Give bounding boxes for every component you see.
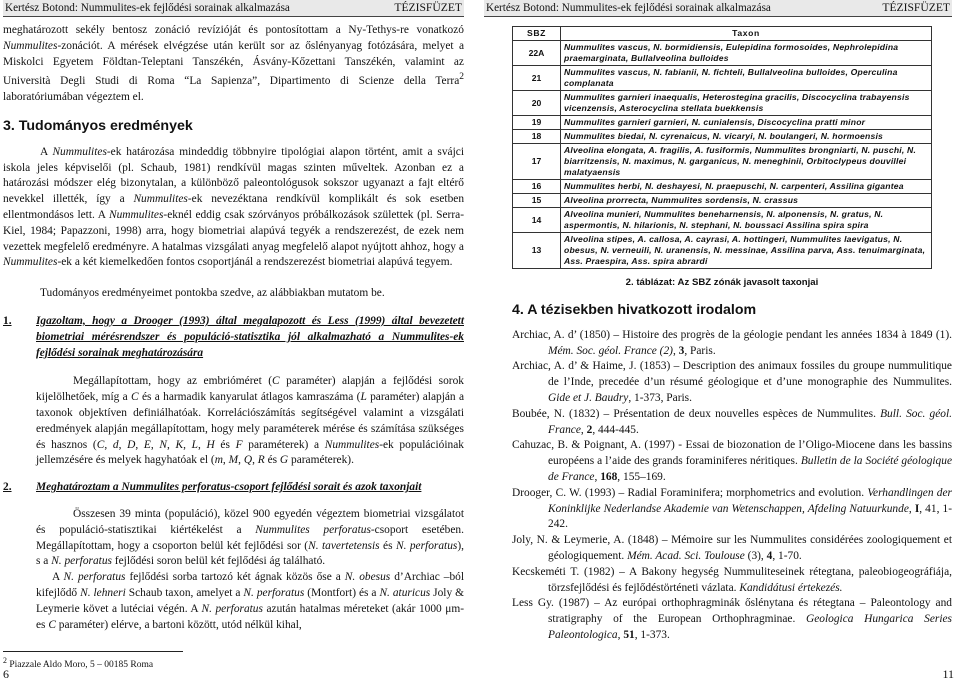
table-row [513, 208, 932, 233]
summary-sentence: Tudományos eredményeimet pontokba szedve, az alábbiakban mutatom be. [40, 287, 385, 300]
table-row [513, 194, 932, 208]
table-row [513, 116, 932, 130]
zone-cell: 13 [513, 233, 561, 269]
section-title-results: 3. Tudományos eredmények [3, 117, 193, 134]
taxa-cell: Nummulites vascus, N. fabianii, N. fichteli, Bullalveolina bulloides, Operculina complanata [561, 66, 932, 91]
results-paragraph: A Nummulites-ek határozása mindeddig többnyire tipológiai alapon történt, amit a svájci iskola jeles képviselői (pl. Schaub, 1981) rendkívül magas szinten műveltek. Azonban ez a határozási módszer elég bizonytalan, a különböző paleontológusok sokszor ugyanazt a fajt eltérő nevekkel illették, így a Nummulites-ek nevezéktana rendkívül komplikált és sok esetben ellentmondásos lett. A Nummulites-eknél eddig csak szórványos próbálkozások születtek (pl. Serra-Kiel, 1984; Papazzoni, 1998) arra, hogy biometriai alapúvá tegyék a rendszerezést, de ezek nem vezettek megfelelő eredményre. A hatalmas vizsgálati anyag megfelelő alapot nyújtott ahhoz, hogy a Nummulites-ek a két kiemelkedően fontos csoportjánál a rendszerezést biometriai alapúvá tegyem. [3, 145, 465, 269]
reference-entry: Archiac, A. d’ (1850) – Histoire des progrès de la géologie pendant les années 1834 à 1849 (1). Mém. Soc. géol. France (2), 3, Paris. [512, 328, 952, 357]
table-row [513, 41, 932, 66]
table-row [513, 233, 932, 269]
zone-cell: 17 [513, 144, 561, 180]
right-page-number: 11 [942, 667, 954, 681]
reference-entry: Drooger, C. W. (1993) – Radial Foraminifera; morphometrics and evolution. Verhandlingen der Koninklijke Nederlandse Akademie van Wetenschappen, Afdeling Natuurkunde, I, 41, 1-242. [512, 486, 952, 531]
table-row [513, 91, 932, 116]
taxa-cell: Alveolina stipes, A. callosa, A. cayrasi, A. hottingeri, Nummulites laevigatus, N. obesus, N. verneuili, N. uranensis, N. messinae, Assilina parva, Ass. tenuimarginata, Ass. Praespira, Ass. spira abrardi [561, 233, 932, 269]
result-item-1 [3, 314, 464, 469]
item-body: Megállapítottam, hogy az embrióméret (C paraméter) alapján a fejlődési sorok kijelölhetőek, míg a C és a harmadik kanyarulat átlagos kamraszáma (L paraméter) alapján a taxonok objektíven definiálhatóak. Korrelációszámítás segítségével valamint a vizsgálati eredmények alapján megállapítottam, hogy mely paraméterek mérése és számítása szükséges és hasznos (C, d, D, E, N, K, L, H és F paraméterek) a Nummulites-ek populációinak jellemzésére és melyek hagyhatóak el (m, M, Q, R és G paraméterek). [36, 375, 465, 467]
column-header-sbz: SBZ [513, 27, 561, 41]
taxa-cell: Nummulites vascus, N. bormidiensis, Eulepidina formosoides, Nephrolepidina praemarginata, Bullalveolina bulloides [561, 41, 932, 66]
zone-cell: 22A [513, 41, 561, 66]
item-number: 1. [3, 314, 12, 327]
left-page [0, 0, 478, 682]
taxa-cell: Alveolina prorrecta, Nummulites sordensis, N. crassus [561, 194, 932, 208]
item-number: 2. [3, 481, 12, 494]
reference-entry: Less Gy. (1987) – Az európai orthophragminák őslénytana és rétegtana – Paleontology and stratigraphy of the European Orthophragminae. Geologica Hungarica Series Paleontologica, 51, 1-373. [512, 597, 952, 641]
table-caption: 2. táblázat: Az SBZ zónák javasolt taxonjai [625, 277, 819, 288]
reference-entry: Joly, N. & Leymerie, A. (1848) – Mémoire sur les Nummulites considérées zoologiquement et géologiquement. Mém. Acad. Sci. Toulouse (3), 4, 1-70. [512, 534, 952, 562]
item-heading: Meghatároztam a Nummulites perforatus-csoport fejlődési sorait és azok taxonjait [36, 481, 422, 494]
reference-entry: Archiac, A. d’ & Haime, J. (1853) – Description des animaux fossiles du groupe nummulitique de l’Inde, precedée d’un résumé géologique et d’une monographie des Nummulites. Gide et J. Baudry, 1-373, Paris. [512, 360, 952, 404]
item-body: Összesen 39 minta (populáció), közel 900 egyedén végeztem biometriai vizsgálatot és populáció-statisztikai kiértékelést a Nummulites perforatus-csoport esetében. Megállapítottam, hogy a csoporton belül két fejlődési sor (N. tavertetensis és N. perforatus), s a N. perforatus fejlődési soron belül két fejlődési ág található. A N. perforatus fejlődési sorba tartozó két ágnak közös őse a N. obesus d’Archiac –ból kifejlődő N. lehneri Schaub taxon, amelyet a N. perforatus (Montfort) és a N. aturicus Joly & Leymerie követ a lutéciai végén. A N. perforatus azután hatalmas méreteket (akár 1000 μm-es C paraméter) elérve, a bartoni között, utód nélkül kihal, [36, 507, 465, 631]
taxa-cell: Nummulites garnieri inaequalis, Heterostegina gracilis, Discocyclina trabayensis vicenzensis, Asterocyclina stellata buekkensis [561, 91, 932, 116]
taxa-cell: Nummulites garnieri garnieri, N. cunialensis, Discocyclina pratti minor [561, 116, 932, 130]
footnote: $^2$ Piazzale Aldo Moro, 5 – 00185 Roma [3, 656, 154, 671]
table-row [513, 144, 932, 180]
sbz-zones-table [512, 26, 932, 269]
result-item-2 [3, 480, 464, 633]
reference-entry: Kecskeméti T. (1982) – A Bakony hegység Nummuliteseinek rétegtana, paleobiogeográfiája, törzsfejlődési és fejlődéstörténeti vázlata. Kandidátusi értekezés. [512, 565, 952, 594]
zone-cell: 20 [513, 91, 561, 116]
zone-cell: 16 [513, 180, 561, 194]
taxa-cell: Alveolina elongata, A. fragilis, A. fusiformis, Nummulites brongniarti, N. puschi, N. biarritzensis, N. maximus, N. garganicus, N. meneghinii, Orbitoclypeus douvillei malatyaensis [561, 144, 932, 180]
intro-paragraph: meghatározott sekély bentosz zonáció revízióját és pontosítottam a Ny-Tethys-re vonatkozó Nummulites-zonációt. A mérések elvégzése után került sor az őslényanyag fotózására, melyet a Miskolci Egyetem Földtan-Teleptani Tanszékén, Ásvány-Kőzettani Tanszékén, valamint az Università Degli Studi di Roma “La Sapienza”, Dipartimento di Scienze della Terra$^2$ laboratóriumában végeztem el. [3, 24, 464, 103]
reference-entry: Cahuzac, B. & Poignant, A. (1997) - Essai de biozonation de l’Oligo-Miocene dans les bassins européens a l’aide des grands foraminiferes néritiques. Bulletin de la Société géologique de France, 168, 155–169. [512, 439, 952, 483]
zone-cell: 18 [513, 130, 561, 144]
table-row [513, 180, 932, 194]
item-heading: Igazoltam, hogy a Drooger (1993) által megalapozott és Less (1999) által bevezetett biometriai mérésrendszer és populáció-statisztika jól alkalmazható a Nummulites-ek fejlődési sorainak meghatározására [36, 314, 464, 359]
table-row [513, 130, 932, 144]
header-label: TÉZISFÜZET [882, 1, 950, 14]
zone-cell: 14 [513, 208, 561, 233]
right-page [482, 0, 960, 682]
left-page-number: 6 [3, 667, 9, 681]
reference-entry: Boubée, N. (1832) – Présentation de deux nouvelles espèces de Nummulites. Bull. Soc. géol. France, 2, 444-445. [512, 407, 952, 436]
header-title: Kertész Botond: Nummulites-ek fejlődési sorainak alkalmazása [486, 2, 771, 14]
table-row [513, 66, 932, 91]
zone-cell: 15 [513, 194, 561, 208]
left-running-header [3, 0, 464, 17]
right-running-header [484, 0, 952, 17]
taxa-cell: Alveolina munieri, Nummulites beneharnensis, N. alponensis, N. gratus, N. aspermontis, N. hilarionis, N. stephani, N. boussaci Assilina spira spira [561, 208, 932, 233]
column-header-taxon: Taxon [561, 27, 932, 41]
zone-cell: 21 [513, 66, 561, 91]
footnote-rule [3, 651, 183, 652]
taxa-cell: Nummulites biedai, N. cyrenaicus, N. vicaryi, N. boulangeri, N. hormoensis [561, 130, 932, 144]
section-title-references: 4. A tézisekben hivatkozott irodalom [512, 301, 757, 318]
header-label: TÉZISFÜZET [394, 1, 462, 14]
reference-list [512, 328, 952, 644]
zone-cell: 19 [513, 116, 561, 130]
taxa-cell: Nummulites herbi, N. deshayesi, N. praepuschi, N. carpenteri, Assilina gigantea [561, 180, 932, 194]
header-title: Kertész Botond: Nummulites-ek fejlődési sorainak alkalmazása [5, 2, 290, 14]
